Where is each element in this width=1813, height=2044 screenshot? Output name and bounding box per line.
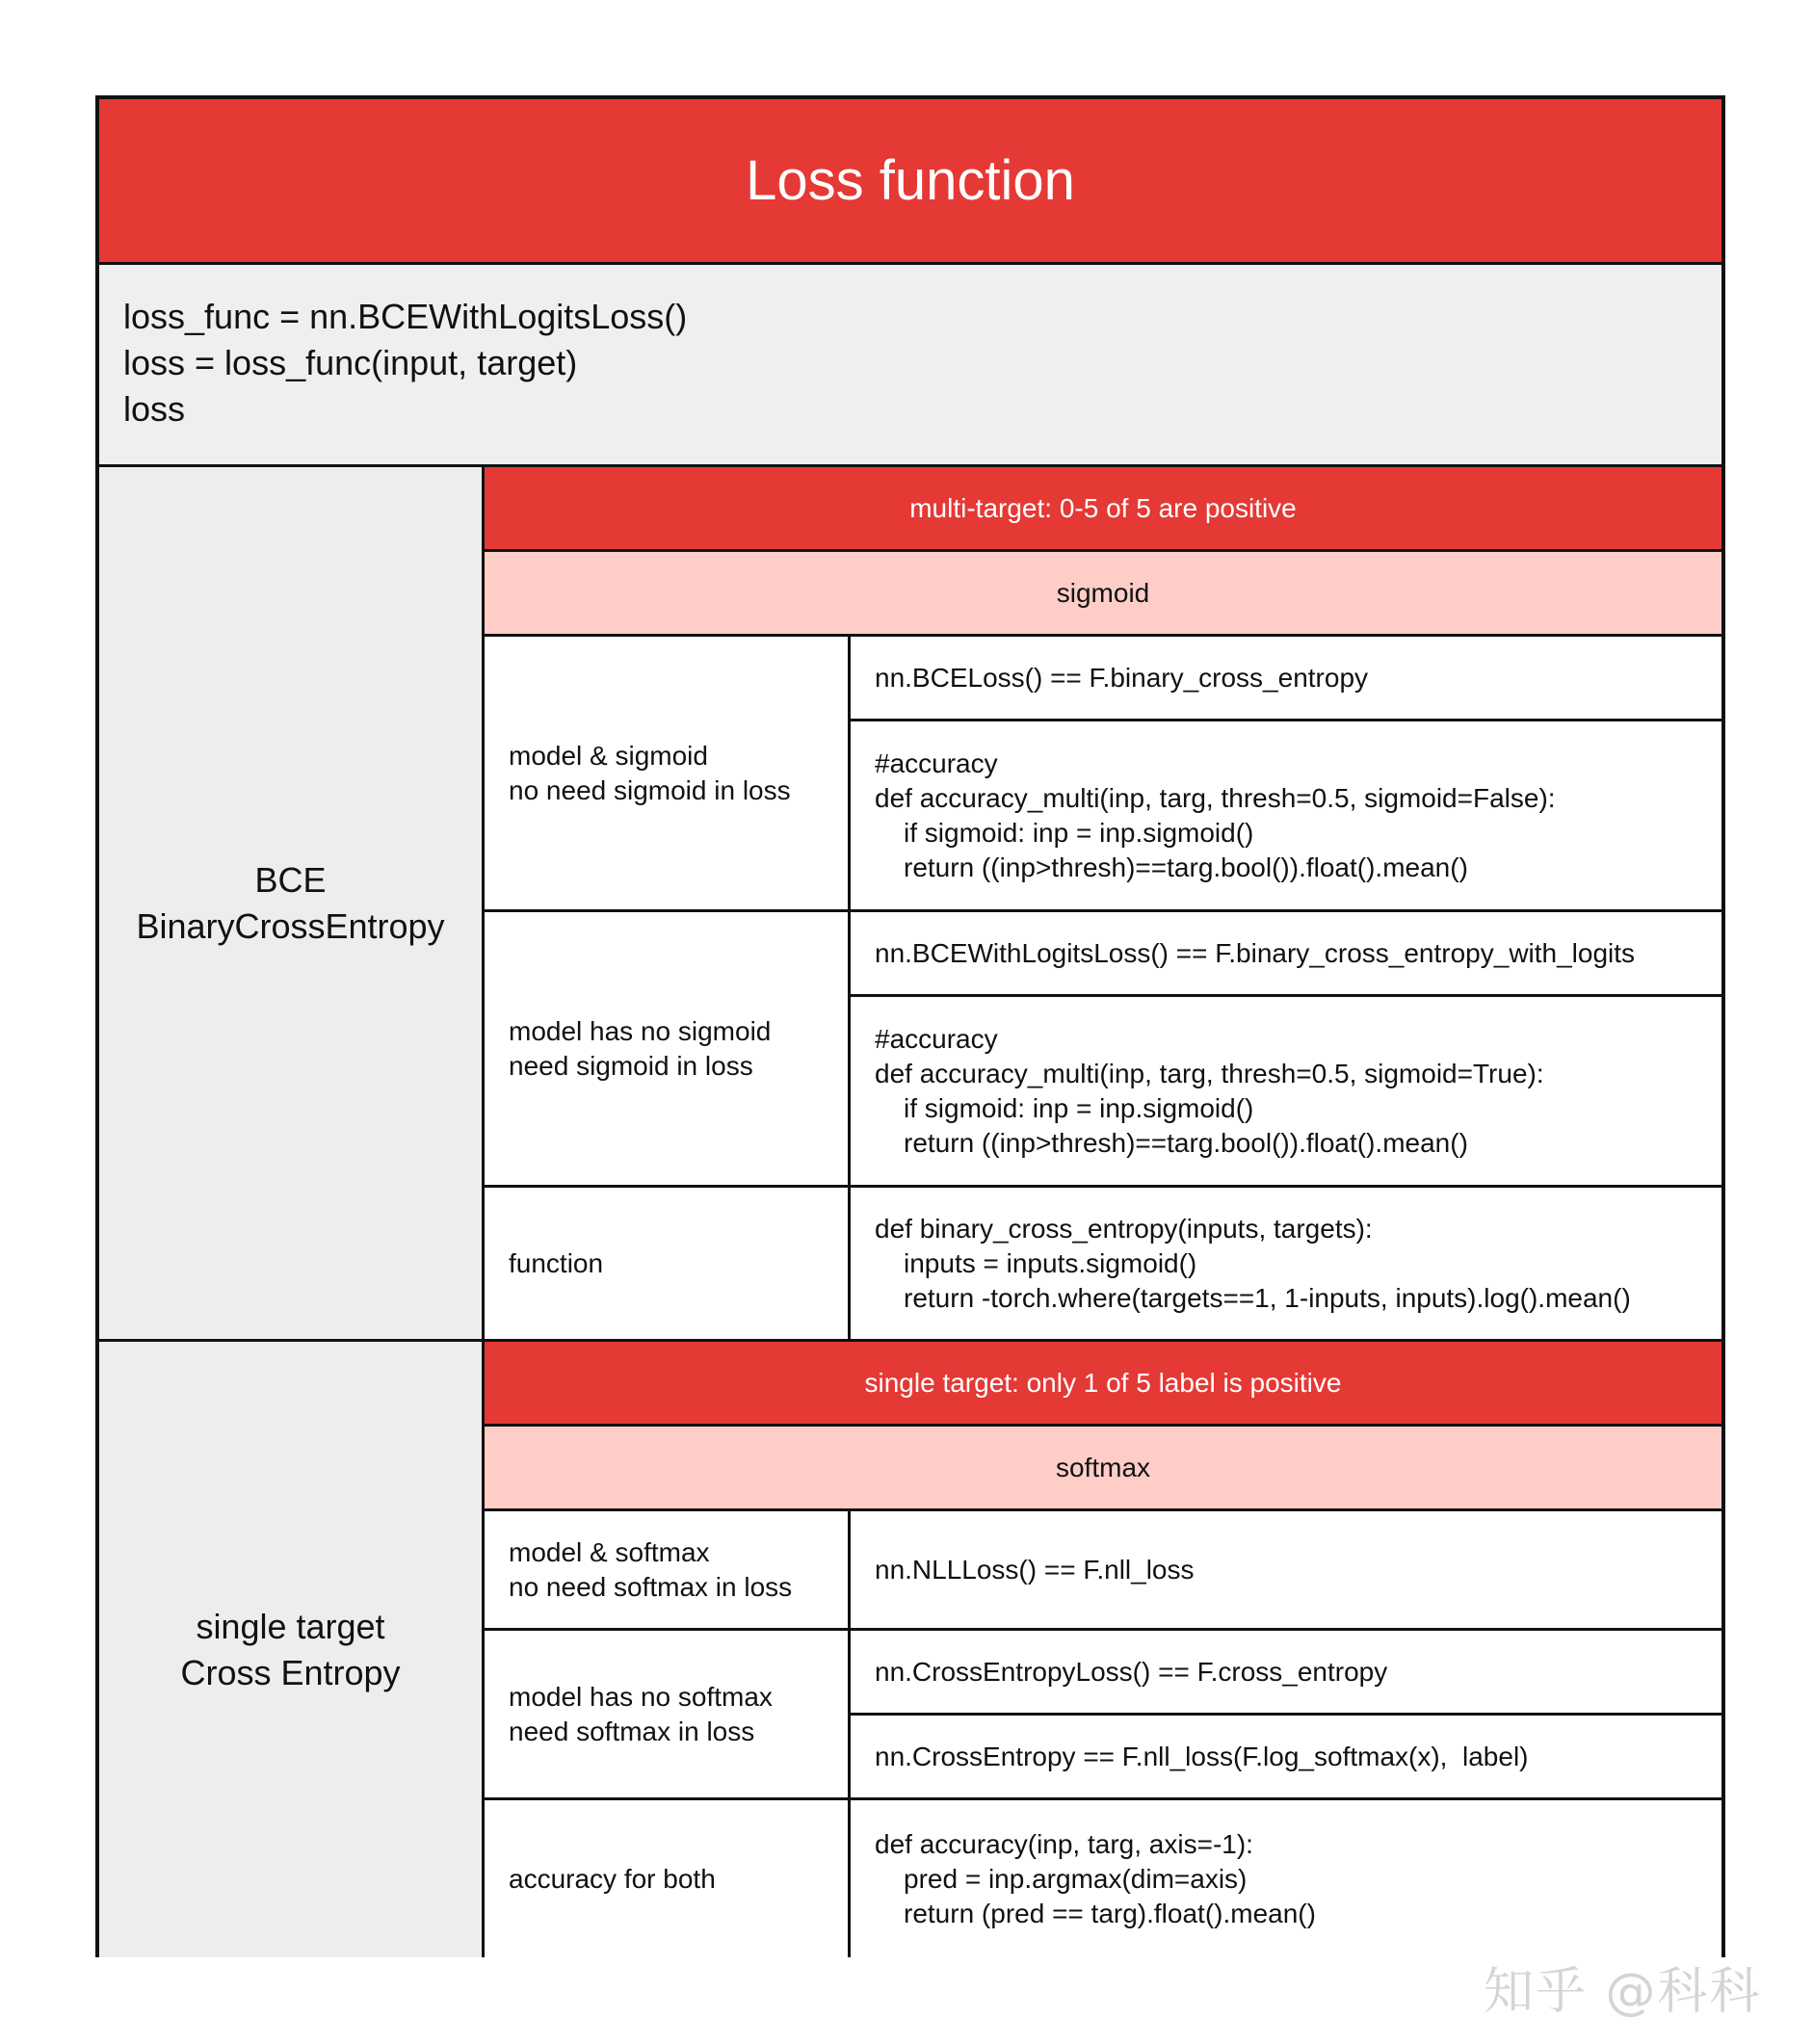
bce-header: multi-target: 0-5 of 5 are positive: [485, 467, 1721, 552]
code-line: if sigmoid: inp = inp.sigmoid(): [904, 817, 1254, 848]
code-line: if sigmoid: inp = inp.sigmoid(): [904, 1092, 1254, 1123]
code-line: inputs = inputs.sigmoid(): [904, 1247, 1197, 1278]
label-line: need sigmoid in loss: [509, 1050, 753, 1081]
label-line: function: [509, 1247, 604, 1278]
loss-usage-code: [99, 265, 1721, 467]
cross-entropy-loss-cell: [851, 1631, 1721, 1716]
ce-category-line: Cross Entropy: [180, 1652, 401, 1692]
accuracy-code-cell: [851, 721, 1721, 912]
code-line: def accuracy_multi(inp, targ, thresh=0.5, sigmoid=True):: [875, 1058, 1544, 1088]
code-line: pred = inp.argmax(dim=axis): [904, 1863, 1248, 1894]
nll-loss-cell: [851, 1511, 1721, 1631]
accuracy-code-cell: [851, 997, 1721, 1188]
function-label: [485, 1188, 851, 1342]
loss-equivalence: nn.NLLLoss() == F.nll_loss: [875, 1554, 1195, 1585]
bce-category-line: BCE: [254, 859, 327, 900]
loss-equivalence: nn.BCELoss() == F.binary_cross_entropy: [875, 662, 1369, 693]
function-code-cell: [851, 1188, 1721, 1342]
accuracy-both-code-cell: [851, 1800, 1721, 1957]
loss-equivalence: nn.CrossEntropy == F.nll_loss(F.log_softmax(x), label): [875, 1741, 1529, 1771]
model-sigmoid-label: [485, 637, 851, 912]
label-line: no need softmax in loss: [509, 1571, 793, 1602]
ce-subheader: softmax: [485, 1427, 1721, 1511]
label-line: model & sigmoid: [509, 740, 708, 771]
ce-category: [99, 1342, 485, 1957]
loss-equivalence: nn.CrossEntropyLoss() == F.cross_entropy: [875, 1656, 1388, 1687]
bce-category: [99, 467, 485, 1342]
code-line: loss: [123, 389, 186, 429]
code-line: loss_func = nn.BCEWithLogitsLoss(): [123, 297, 688, 336]
code-line: def accuracy(inp, targ, axis=-1):: [875, 1828, 1253, 1859]
code-line: #accuracy: [875, 1023, 998, 1054]
loss-function-table: [95, 95, 1725, 1957]
table-title: Loss function: [99, 99, 1721, 265]
code-line: return (pred == targ).float().mean(): [904, 1898, 1316, 1928]
no-softmax-label: [485, 1631, 851, 1800]
code-line: return ((inp>thresh)==targ.bool()).float().mean(): [904, 1127, 1468, 1158]
label-line: model & softmax: [509, 1536, 710, 1567]
watermark: 知乎 @科科: [1484, 1963, 1762, 2021]
bce-loss-cell: [851, 637, 1721, 721]
code-line: def accuracy_multi(inp, targ, thresh=0.5, sigmoid=False):: [875, 782, 1556, 813]
code-line: def binary_cross_entropy(inputs, targets):: [875, 1213, 1373, 1244]
model-softmax-label: [485, 1511, 851, 1631]
cross-entropy-equivalence-cell: [851, 1716, 1721, 1800]
bce-with-logits-cell: [851, 912, 1721, 997]
code-line: return ((inp>thresh)==targ.bool()).float().mean(): [904, 852, 1468, 882]
label-line: model has no sigmoid: [509, 1015, 772, 1046]
label-line: need softmax in loss: [509, 1716, 755, 1746]
no-sigmoid-label: [485, 912, 851, 1188]
loss-equivalence: nn.BCEWithLogitsLoss() == F.binary_cross_entropy_with_logits: [875, 937, 1636, 968]
code-line: #accuracy: [875, 747, 998, 778]
label-line: no need sigmoid in loss: [509, 774, 791, 805]
code-line: return -torch.where(targets==1, 1-inputs, inputs).log().mean(): [904, 1282, 1631, 1313]
ce-category-line: single target: [196, 1606, 385, 1646]
bce-subheader: sigmoid: [485, 552, 1721, 637]
code-line: loss = loss_func(input, target): [123, 343, 578, 382]
accuracy-both-label: [485, 1800, 851, 1957]
label-line: model has no softmax: [509, 1681, 773, 1712]
bce-category-line: BinaryCrossEntropy: [136, 905, 445, 946]
label-line: accuracy for both: [509, 1863, 716, 1894]
ce-header: single target: only 1 of 5 label is positive: [485, 1342, 1721, 1427]
